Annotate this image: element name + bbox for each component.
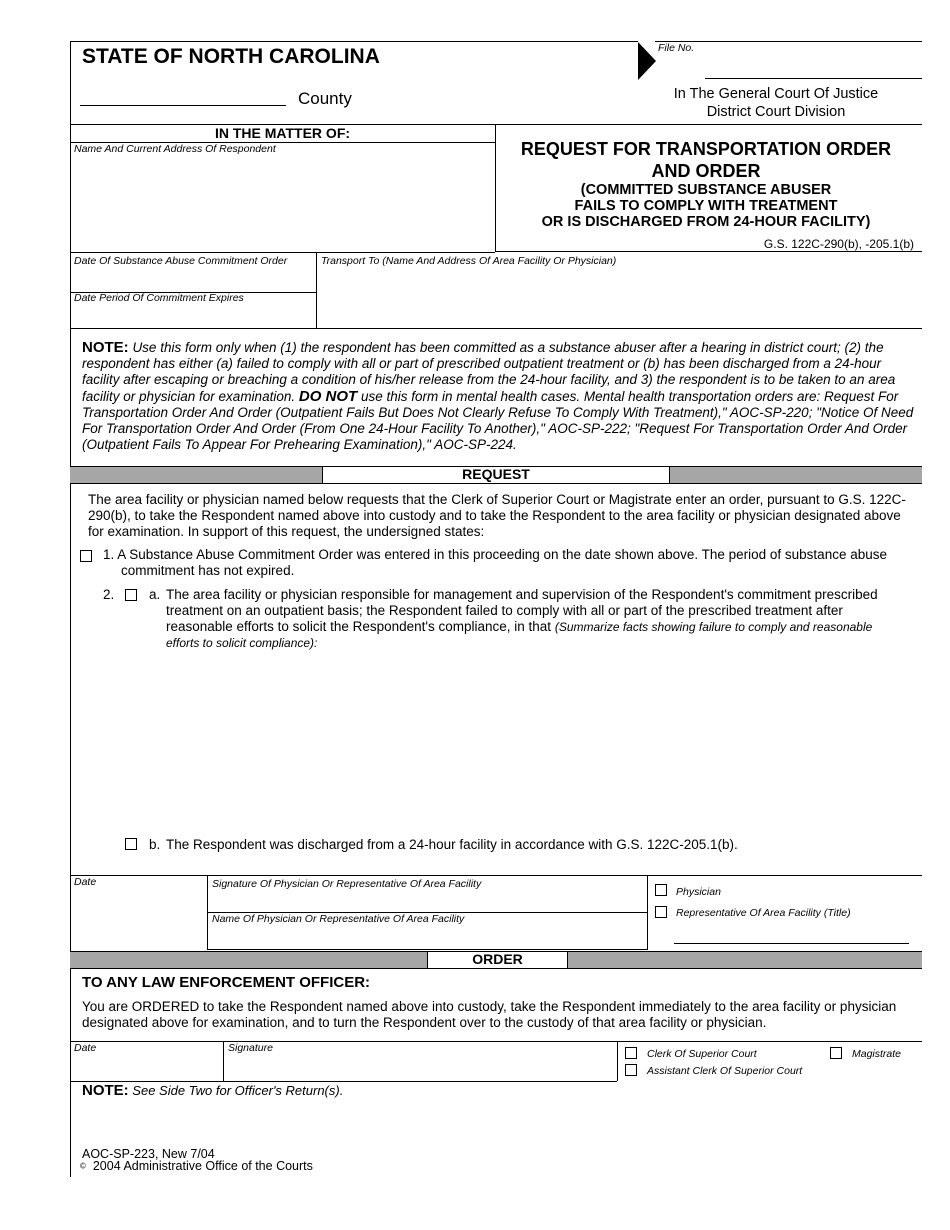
file-no-label: File No. <box>658 42 695 54</box>
order-bar-bottom <box>70 968 922 969</box>
transport-top-line <box>495 251 922 252</box>
county-line[interactable] <box>80 105 286 106</box>
title-sub3: OR IS DISCHARGED FROM 24-HOUR FACILITY) <box>541 214 871 230</box>
form-title <box>496 138 916 230</box>
item1-text: 1. A Substance Abuse Commitment Order was entered in this proceeding on the date shown above. The period of substance abuse commitment has not expired. <box>103 547 887 578</box>
order-bar-top <box>70 951 922 952</box>
note-text2: use this form in mental health cases. Mental health transportation orders are: Request For Transportation Order And Order (Outpatient Fails But Does Not Clearly Refuse To Comply With Treatment)," AOC-SP-220; "Notice Of Need For Transportation Order And Order (From One 24-Hour Facility To Another)," AOC-SP-222; "Request For Transportation Order And Order (Outpatient Fails To Appear For Prehearing Examination)," AOC-SP-224. <box>82 388 914 453</box>
sig-signature-field[interactable] <box>210 892 644 910</box>
item2a-letter: a. <box>149 587 161 602</box>
top-border-left <box>70 41 638 42</box>
item2a-text: The area facility or physician responsible for management and supervision of the Respondent's commitment prescribed treatment on an outpatient basis; the Respondent failed to comply with all or part of the prescribed treatment after reasonable efforts to solicit the Respondent's compliance, in that <box>166 587 878 634</box>
item2b-checkbox[interactable] <box>125 838 137 850</box>
order-date-label: Date <box>74 1042 97 1054</box>
order-to: TO ANY LAW ENFORCEMENT OFFICER: <box>82 974 371 991</box>
item2a-facts-field[interactable] <box>166 652 906 827</box>
magistrate-label: Magistrate <box>852 1048 902 1060</box>
representative-label: Representative Of Area Facility (Title) <box>676 907 851 919</box>
respondent-field[interactable] <box>72 157 492 249</box>
request-bar-top <box>70 466 922 467</box>
order-heading: ORDER <box>427 951 568 968</box>
statute-ref: G.S. 122C-290(b), -205.1(b) <box>763 237 914 251</box>
clerk-checkbox[interactable] <box>625 1047 637 1059</box>
commitment-date-label: Date Of Substance Abuse Commitment Order <box>74 255 288 267</box>
order-signature-field[interactable] <box>226 1056 614 1078</box>
note-do-not: DO NOT <box>298 387 358 405</box>
title-line[interactable] <box>674 943 909 944</box>
item1-checkbox[interactable] <box>80 550 92 562</box>
county-label: County <box>298 89 352 108</box>
magistrate-checkbox[interactable] <box>830 1047 842 1059</box>
expires-field[interactable] <box>72 306 312 326</box>
matter-heading: IN THE MATTER OF: <box>214 125 351 141</box>
representative-checkbox[interactable] <box>655 906 667 918</box>
clerk-label: Clerk Of Superior Court <box>647 1048 757 1060</box>
note-text1: Use this form only when (1) the respondent has been committed as a substance abuser after a hearing in district court; (2) the respondent has either (a) failed to comply with all or part of prescribed outpatient treatment or (b) has been discharged from a 24-hour facility after escaping or breaching a condition of his/her release from the 24-hour facility, and 3) the respondent is to be taken to an area facility or physician for examination. <box>82 340 896 404</box>
order-divider1 <box>223 1041 224 1081</box>
transport-field[interactable] <box>320 268 920 326</box>
sig-name-label: Name Of Physician Or Representative Of Area Facility <box>212 913 465 925</box>
request-heading: REQUEST <box>322 466 670 483</box>
item2a-paragraph <box>166 587 906 651</box>
title-line1: REQUEST FOR TRANSPORTATION ORDER <box>520 139 892 159</box>
copyright-symbol: © <box>80 1161 86 1171</box>
file-no-arrow-icon <box>638 42 656 80</box>
commitment-date-field[interactable] <box>72 268 312 290</box>
court-division <box>640 85 912 121</box>
transport-label: Transport To (Name And Address Of Area Facility Or Physician) <box>321 255 617 267</box>
left-border <box>70 41 71 1177</box>
sig-top-line <box>70 875 922 876</box>
transport-divider <box>316 252 317 328</box>
title-line2: AND ORDER <box>651 161 761 181</box>
footer-note-text: See Side Two for Officer's Return(s). <box>132 1083 344 1098</box>
court-line1: In The General Court Of Justice <box>673 86 879 102</box>
order-sig-top-line <box>70 1041 922 1042</box>
state-title: STATE OF NORTH CAROLINA <box>82 45 380 68</box>
sig-date-label: Date <box>74 876 97 888</box>
footer-note-label: NOTE: <box>82 1082 129 1099</box>
physician-label: Physician <box>676 886 721 898</box>
item2-number: 2. <box>103 587 115 602</box>
note-label: NOTE: <box>82 339 129 356</box>
title-sub1: (COMMITTED SUBSTANCE ABUSER <box>580 182 832 198</box>
asst-clerk-checkbox[interactable] <box>625 1064 637 1076</box>
form-number: AOC-SP-223, New 7/04 <box>82 1147 215 1161</box>
file-no-field[interactable] <box>660 42 922 78</box>
sig-divider2 <box>647 875 648 950</box>
title-sub2: FAILS TO COMPLY WITH TREATMENT <box>574 198 838 214</box>
note-paragraph <box>82 340 922 453</box>
dates-top-line <box>70 252 495 253</box>
dates-bottom-line <box>70 328 922 329</box>
expires-label: Date Period Of Commitment Expires <box>74 292 244 304</box>
copyright-text: 2004 Administrative Office of the Courts <box>92 1159 313 1173</box>
sig-signature-label: Signature Of Physician Or Representative Of Area Facility <box>212 878 482 890</box>
court-line2: District Court Division <box>706 104 846 120</box>
item2a-checkbox[interactable] <box>125 589 137 601</box>
order-text: You are ORDERED to take the Respondent named above into custody, take the Respondent immediately to the area facility or physician designated above for examination, and to turn the Respondent over to the custody of that area facility or physician. <box>82 999 897 1030</box>
item2a-hint: (Summarize facts showing failure to comply and reasonable efforts to solicit compliance): <box>166 620 873 650</box>
respondent-label: Name And Current Address Of Respondent <box>74 143 276 155</box>
asst-clerk-label: Assistant Clerk Of Superior Court <box>647 1065 803 1077</box>
item2b-letter: b. <box>149 837 161 852</box>
order-divider2 <box>617 1041 618 1081</box>
footer-note <box>82 1082 343 1099</box>
order-signature-label: Signature <box>228 1042 273 1054</box>
item2b-text: The Respondent was discharged from a 24-hour facility in accordance with G.S. 122C-205.1(b). <box>166 837 738 852</box>
request-bar-bottom <box>70 483 922 484</box>
order-date-field[interactable] <box>72 1056 220 1078</box>
sig-date-field[interactable] <box>72 890 202 945</box>
sig-name-field[interactable] <box>210 927 644 947</box>
copyright <box>80 1160 313 1173</box>
physician-checkbox[interactable] <box>655 884 667 896</box>
file-no-line <box>705 78 922 79</box>
request-intro: The area facility or physician named below requests that the Clerk of Superior Court or Magistrate enter an order, pursuant to G.S. 122C-290(b), to take the Respondent named above into custody and to take the Respondent to the area facility or physician designated above for examination. In support of this request, the undersigned states: <box>88 492 906 539</box>
sig-bottom-line <box>207 949 647 950</box>
